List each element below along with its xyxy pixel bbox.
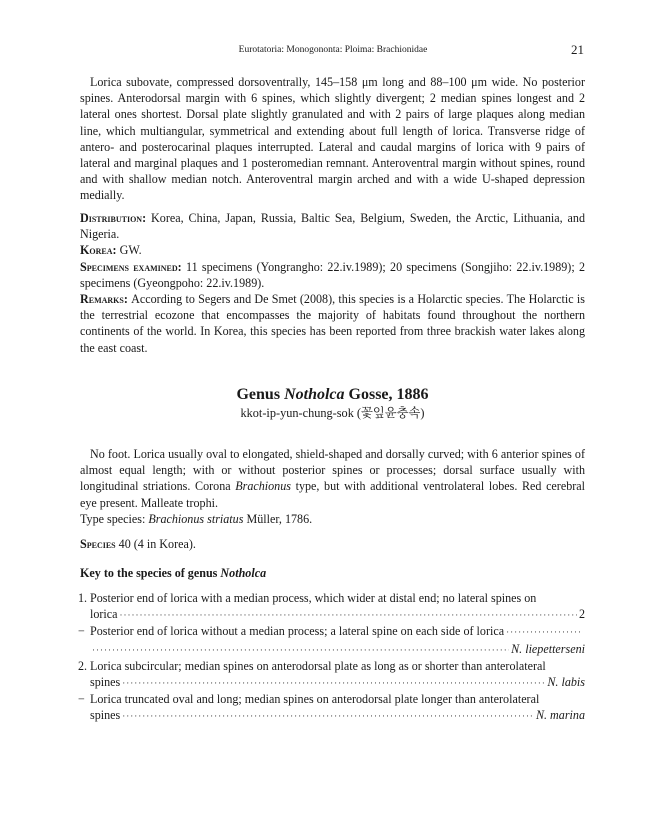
running-header-title: Eurotatoria: Monogononta: Ploima: Brachionidae [238,45,428,55]
genus-prefix: Genus [236,386,281,403]
genus-name: Notholca [284,386,345,403]
leader-dots [92,642,509,658]
key-title: Key to the species of genus Notholca [80,566,267,580]
korea-text: GW. [119,243,142,258]
korea-paragraph: Korea: GW. [80,243,142,258]
key-result: 2 [578,607,585,622]
species-count-label: Species [80,537,116,551]
key-result: N. liepetterseni [511,641,585,656]
species-details [80,210,585,356]
species-description: Lorica subovate, compressed dorsoventrally, 145–158 μm long and 88–100 μm wide. No posterior spines. Anterodorsal margin with 6 spines, which slightly divergent; 2 median spines longest and 2 lateral ones shortest. Dorsal plate slightly granulated and with 2 pairs of large plaques along median line, which multiangular, symmetrical and extending about full length of lorica. Transverse ridge of antero- and posterocarinal plaques interrupted. Lateral and caudal margins of lorica with 9 pairs of lateral and marginal plaques and 1 posteromedian remnant. Anteroventral margin without spines, round and with shallow median notch. Anteroventral margin arched and with a wide U-shaped depression medially. [80,75,585,203]
species-count-line [80,536,585,552]
type-species-line [80,511,585,527]
remarks-text: According to Segers and De Smet (2008), this species is a Holarctic species. The Holarctic is the terrestrial ecozone that encompasses the majority of habitats found throughout the northern continents of the world. In Korea, this species has been reported from three brackish water lakes along the east coast. [80,292,585,355]
specimens-paragraph: Specimens examined: 11 specimens (Yongrangho: 22.iv.1989); 20 specimens (Songjiho: 22.iv.1989); 2 specimens (Gyeongpoho: 22.iv.1989). [80,259,585,290]
key-result: N. marina [535,708,585,723]
genus-korean-name: kkot-ip-yun-chung-sok (꽃잎윤충속) [240,406,425,420]
type-species-author: Müller, 1786. [246,511,313,526]
key-item-marker: 2. [78,658,88,673]
page-header [80,42,586,58]
key-item: − Lorica truncated oval and long; median spines on anterodorsal plate longer than anterolateral spines ····· N. marina [80,691,585,724]
key-item-marker: − [78,692,85,707]
genus-heading [80,385,585,421]
page-number: 21 [571,42,584,57]
korea-label: Korea [80,243,113,258]
genus-description-paragraph: No foot. Lorica usually oval to elongated, shield-shaped and dorsally curved; with 6 anterior spines of almost equal length; with or without posterior spines or processes; dorsal surface usually with longitudinal striations. Corona Brachionus type, but with additional ventrolateral lobes. Red cerebral eye present. Malleate trophi. [80,447,585,510]
type-species-name: Brachionus striatus [148,511,244,526]
distribution-paragraph: Distribution: Korea, China, Japan, Russia, Baltic Sea, Belgium, Sweden, the Arctic, Lithuania, and Nigeria. [80,211,585,242]
specimens-label: Specimens examined [80,259,178,274]
key-item: 2. Lorica subcircular; median spines on anterodorsal plate as long as or shorter than anterolateral spines ····· N. labis [80,658,585,691]
specimens-text: 11 specimens (Yongrangho: 22.iv.1989); 20 specimens (Songjiho: 22.iv.1989); 2 specimens (Gyeongpoho: 22.iv.1989). [80,259,585,290]
key-item-marker: − [78,624,85,639]
leader-dots [122,708,534,724]
key-result: N. labis [547,675,585,690]
distribution-label: Distribution [80,211,143,225]
key-item: 1. Posterior end of lorica with a median process, which wider at distal end; no lateral spines on lorica ····· 2 [80,590,585,623]
genus-author: Gosse, 1886 [348,386,429,403]
corona-type-genus: Brachionus [235,479,291,494]
leader-dots [122,675,545,691]
remarks-paragraph: Remarks: According to Segers and De Smet (2008), this species is a Holarctic species. The Holarctic is the terrestrial ecozone that encompasses the majority of habitats found throughout the northern continents of the world. In Korea, this species has been reported from three brackish water lakes along the east coast. [80,292,585,355]
key-item: − Posterior end of lorica without a median process; a lateral spine on each side of lorica ····· ····· N. liepetterseni [80,623,585,657]
key-item-marker: 1. [78,591,88,605]
genus-title [80,385,585,405]
species-key [80,590,585,725]
key-title-genus: Notholca [220,566,267,580]
distribution-text: Korea, China, Japan, Russia, Baltic Sea, Belgium, Sweden, the Arctic, Lithuania, and Nigeria. [80,211,585,242]
species-count-text: 40 (4 in Korea). [118,537,196,551]
type-species-label: Type species: [80,511,146,526]
genus-description [80,446,585,527]
leader-dots [506,624,583,640]
leader-dots [120,607,577,623]
remarks-label: Remarks [80,292,124,307]
